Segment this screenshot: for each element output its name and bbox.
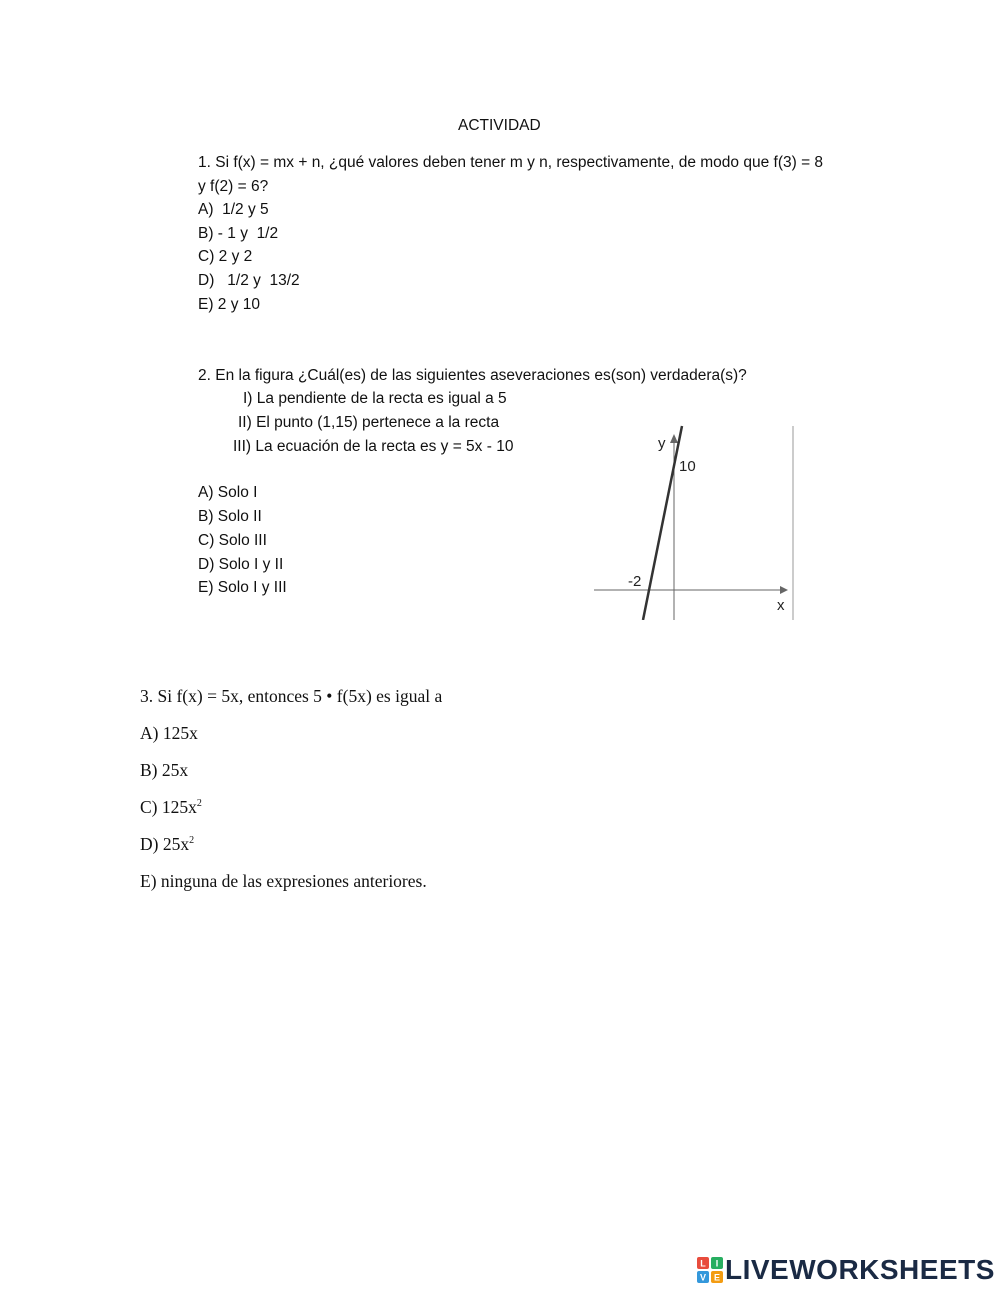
q1-option-a[interactable]: A) 1/2 y 5 bbox=[198, 201, 269, 218]
q3-option-e[interactable]: E) ninguna de las expresiones anteriores. bbox=[140, 871, 427, 891]
q2-statement-3: III) La ecuación de la recta es y = 5x - 10 bbox=[233, 438, 514, 455]
q3-prompt: 3. Si f(x) = 5x, entonces 5 • f(5x) es igual a bbox=[140, 686, 443, 706]
svg-text:V: V bbox=[699, 1272, 707, 1283]
liveworksheets-logo bbox=[697, 1255, 995, 1285]
page-title: ACTIVIDAD bbox=[458, 117, 541, 134]
plotted-line bbox=[643, 426, 682, 620]
q1-prompt-line2: y f(2) = 6? bbox=[198, 178, 269, 195]
q1-prompt-line1: 1. Si f(x) = mx + n, ¿qué valores deben tener m y n, respectivamente, de modo que f(3) = 8 bbox=[198, 154, 824, 171]
q3-option-b[interactable]: B) 25x bbox=[140, 760, 189, 780]
q3-option-a[interactable]: A) 125x bbox=[140, 723, 198, 743]
liveworksheets-logo-text: LIVEWORKSHEETS bbox=[725, 1254, 995, 1285]
y-axis-arrow bbox=[670, 434, 678, 443]
svg-text:L: L bbox=[700, 1258, 706, 1269]
x-intercept-label: -2 bbox=[628, 573, 642, 590]
q3-option-c[interactable] bbox=[140, 799, 202, 817]
q2-option-a[interactable]: A) Solo I bbox=[198, 484, 258, 501]
q3-option-d-exponent: 2 bbox=[189, 835, 195, 846]
q2-option-e[interactable]: E) Solo I y III bbox=[198, 579, 287, 596]
q2-statement-1: I) La pendiente de la recta es igual a 5 bbox=[243, 390, 507, 407]
q3-option-d-base: D) 25x bbox=[140, 834, 190, 854]
x-axis-arrow bbox=[780, 586, 788, 594]
q2-option-d[interactable]: D) Solo I y II bbox=[198, 556, 284, 573]
q2-prompt: 2. En la figura ¿Cuál(es) de las siguientes aseveraciones es(son) verdadera(s)? bbox=[198, 367, 747, 384]
y-axis-label: y bbox=[658, 435, 666, 452]
liveworksheets-logo-mark bbox=[697, 1257, 723, 1283]
svg-text:I: I bbox=[715, 1258, 719, 1269]
x-axis-label: x bbox=[777, 597, 785, 614]
svg-text:E: E bbox=[713, 1272, 721, 1283]
q1-option-e[interactable]: E) 2 y 10 bbox=[198, 296, 261, 313]
line-graph bbox=[594, 424, 796, 620]
q2-option-b[interactable]: B) Solo II bbox=[198, 508, 262, 525]
q3-option-c-base: C) 125x bbox=[140, 797, 197, 817]
q1-option-c[interactable]: C) 2 y 2 bbox=[198, 248, 253, 265]
q3-option-d[interactable] bbox=[140, 836, 194, 854]
q3-option-c-exponent: 2 bbox=[196, 798, 202, 809]
q1-option-d[interactable]: D) 1/2 y 13/2 bbox=[198, 272, 300, 289]
q1-option-b[interactable]: B) - 1 y 1/2 bbox=[198, 225, 279, 242]
q2-option-c[interactable]: C) Solo III bbox=[198, 532, 267, 549]
q2-statement-2: II) El punto (1,15) pertenece a la recta bbox=[238, 414, 500, 431]
y-intercept-label: 10 bbox=[679, 458, 696, 475]
